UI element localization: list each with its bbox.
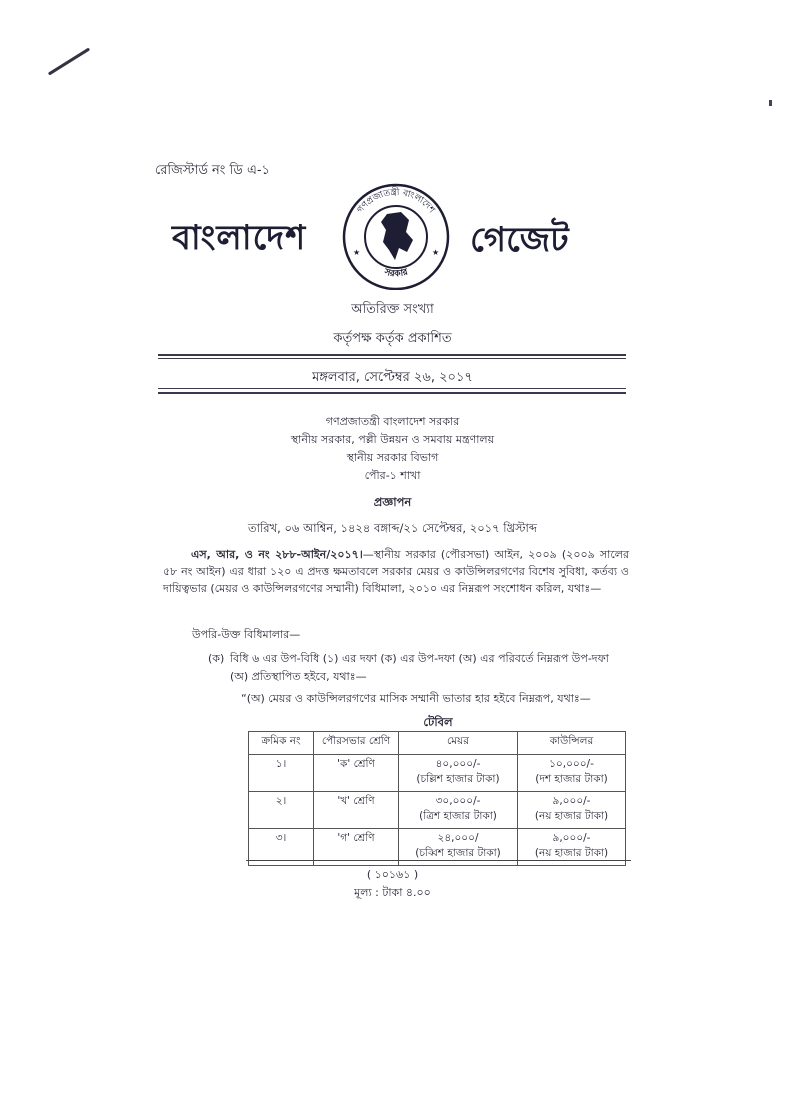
table-title: টেবিল bbox=[423, 715, 453, 729]
header-rule-top bbox=[158, 354, 626, 356]
gazette-title-right: গেজেট bbox=[470, 220, 569, 260]
header-rule-bottom-thin bbox=[158, 388, 626, 389]
seal-star-icon: ★ bbox=[353, 248, 361, 257]
page-number: ( ১০১৬১ ) bbox=[366, 868, 419, 881]
councillor-words: (দশ হাজার টাকা) bbox=[535, 773, 608, 785]
councillor-amount: ১০,০০০/- bbox=[549, 758, 594, 770]
header-mayor: মেয়র bbox=[399, 732, 518, 755]
ministry-line: স্থানীয় সরকার, পল্লী উন্নয়ন ও সমবায় মন্ত্রণালয় bbox=[290, 433, 495, 446]
cell-councillor bbox=[518, 792, 626, 829]
councillor-amount: ৯,০০০/- bbox=[552, 795, 591, 807]
allowance-table bbox=[248, 731, 626, 866]
cell-serial: ৩। bbox=[249, 829, 314, 866]
mayor-amount: ৪০,০০০/- bbox=[435, 758, 481, 770]
table-row bbox=[249, 755, 626, 792]
published-by-authority: কর্তৃপক্ষ কর্তৃক প্রকাশিত bbox=[333, 331, 452, 346]
notification-dateline: তারিখ, ০৬ আশ্বিন, ১৪২৪ বঙ্গাব্দ/২১ সেপ্টেম্বর, ২০১৭ খ্রিস্টাব্দ bbox=[248, 521, 537, 535]
cell-class: 'ক' শ্রেণি bbox=[314, 755, 399, 792]
cell-class: 'গ' শ্রেণি bbox=[314, 829, 399, 866]
mayor-words: (চল্লিশ হাজার টাকা) bbox=[416, 773, 500, 785]
header-serial: ক্রমিক নং bbox=[249, 732, 314, 755]
notification-body bbox=[163, 546, 629, 597]
svg-text:গণপ্রজাতন্ত্রী বাংলাদেশ bbox=[356, 186, 437, 216]
header-class: পৌরসভার শ্রেণি bbox=[314, 732, 399, 755]
header-councillor: কাউন্সিলর bbox=[518, 732, 626, 755]
mayor-amount: ৩০,০০০/- bbox=[435, 795, 481, 807]
cell-mayor bbox=[399, 755, 518, 792]
councillor-words: (নয় হাজার টাকা) bbox=[534, 847, 609, 859]
division-line: স্থানীয় সরকার বিভাগ bbox=[346, 451, 439, 464]
notification-body-text: —স্থানীয় সরকার (পৌরসভা) আইন, ২০০৯ (২০০৯ সালের ৫৮ নং আইন) এর ধারা ১২০ এ প্রদত্ত ক্ষমতাবলে সরকার মেয়র ও কাউন্সিলরগণের বিশেষ সুবিধা, কর্তব্য ও দায়িত্বভার (মেয়র ও কাউন্সিলরগণের সম্মানী) বিধিমালা, ২০১০ এর নিম্নরূপ সংশোধন করিল, যথাঃ— bbox=[163, 548, 630, 595]
scan-smudge-mark bbox=[48, 48, 90, 76]
seal-star-icon: ★ bbox=[432, 248, 440, 257]
registration-number: রেজিস্টার্ড নং ডি এ-১ bbox=[155, 163, 270, 178]
header-rule-top-thin bbox=[158, 358, 626, 359]
price: মূল্য : টাকা ৪.০০ bbox=[354, 886, 431, 899]
issue-date: মঙ্গলবার, সেপ্টেম্বর ২৬, ২০১৭ bbox=[312, 370, 473, 385]
table-header-row bbox=[249, 732, 626, 755]
footer-rule bbox=[246, 860, 631, 861]
cell-serial: ১। bbox=[249, 755, 314, 792]
seal-text-bottom: সরকার bbox=[382, 267, 410, 280]
item-text: বিধি ৬ এর উপ-বিধি (১) এর দফা (ক) এর উপ-দফা (অ) এর পরিবর্তে নিম্নরূপ উপ-দফা (অ) প্রতিস্থাপিত হইবে, যথাঃ— bbox=[230, 652, 609, 683]
notification-heading: প্রজ্ঞাপন bbox=[373, 495, 412, 509]
scan-dot-mark bbox=[769, 100, 772, 106]
mayor-words: (চব্বিশ হাজার টাকা) bbox=[415, 847, 501, 859]
extraordinary-issue: অতিরিক্ত সংখ্যা bbox=[351, 302, 434, 317]
cell-mayor bbox=[399, 792, 518, 829]
mayor-amount: ২৪,০০০/ bbox=[437, 832, 479, 844]
councillor-words: (নয় হাজার টাকা) bbox=[534, 810, 609, 822]
cell-councillor bbox=[518, 755, 626, 792]
header-rule-bottom bbox=[158, 392, 626, 394]
mayor-words: (ত্রিশ হাজার টাকা) bbox=[419, 810, 497, 822]
councillor-amount: ৯,০০০/- bbox=[552, 832, 591, 844]
cell-serial: ২। bbox=[249, 792, 314, 829]
table-row bbox=[249, 792, 626, 829]
government-seal bbox=[329, 180, 463, 290]
section-line: পৌর-১ শাখা bbox=[364, 469, 421, 482]
item-marker: (ক) bbox=[208, 652, 225, 665]
sub-intro: উপরি-উক্ত বিধিমালার— bbox=[192, 628, 301, 641]
gazette-title-left: বাংলাদেশ bbox=[172, 218, 307, 258]
sro-number: এস, আর, ও নং ২৮৮-আইন/২০১৭। bbox=[191, 548, 363, 561]
government-line: গণপ্রজাতন্ত্রী বাংলাদেশ সরকার bbox=[325, 415, 460, 428]
cell-class: 'খ' শ্রেণি bbox=[314, 792, 399, 829]
seal-text-top: গণপ্রজাতন্ত্রী বাংলাদেশ bbox=[355, 187, 437, 216]
quoted-clause: “(অ) মেয়র ও কাউন্সিলরগণের মাসিক সম্মানী ভাতার হার হইবে নিম্নরূপ, যথাঃ— bbox=[241, 692, 591, 705]
